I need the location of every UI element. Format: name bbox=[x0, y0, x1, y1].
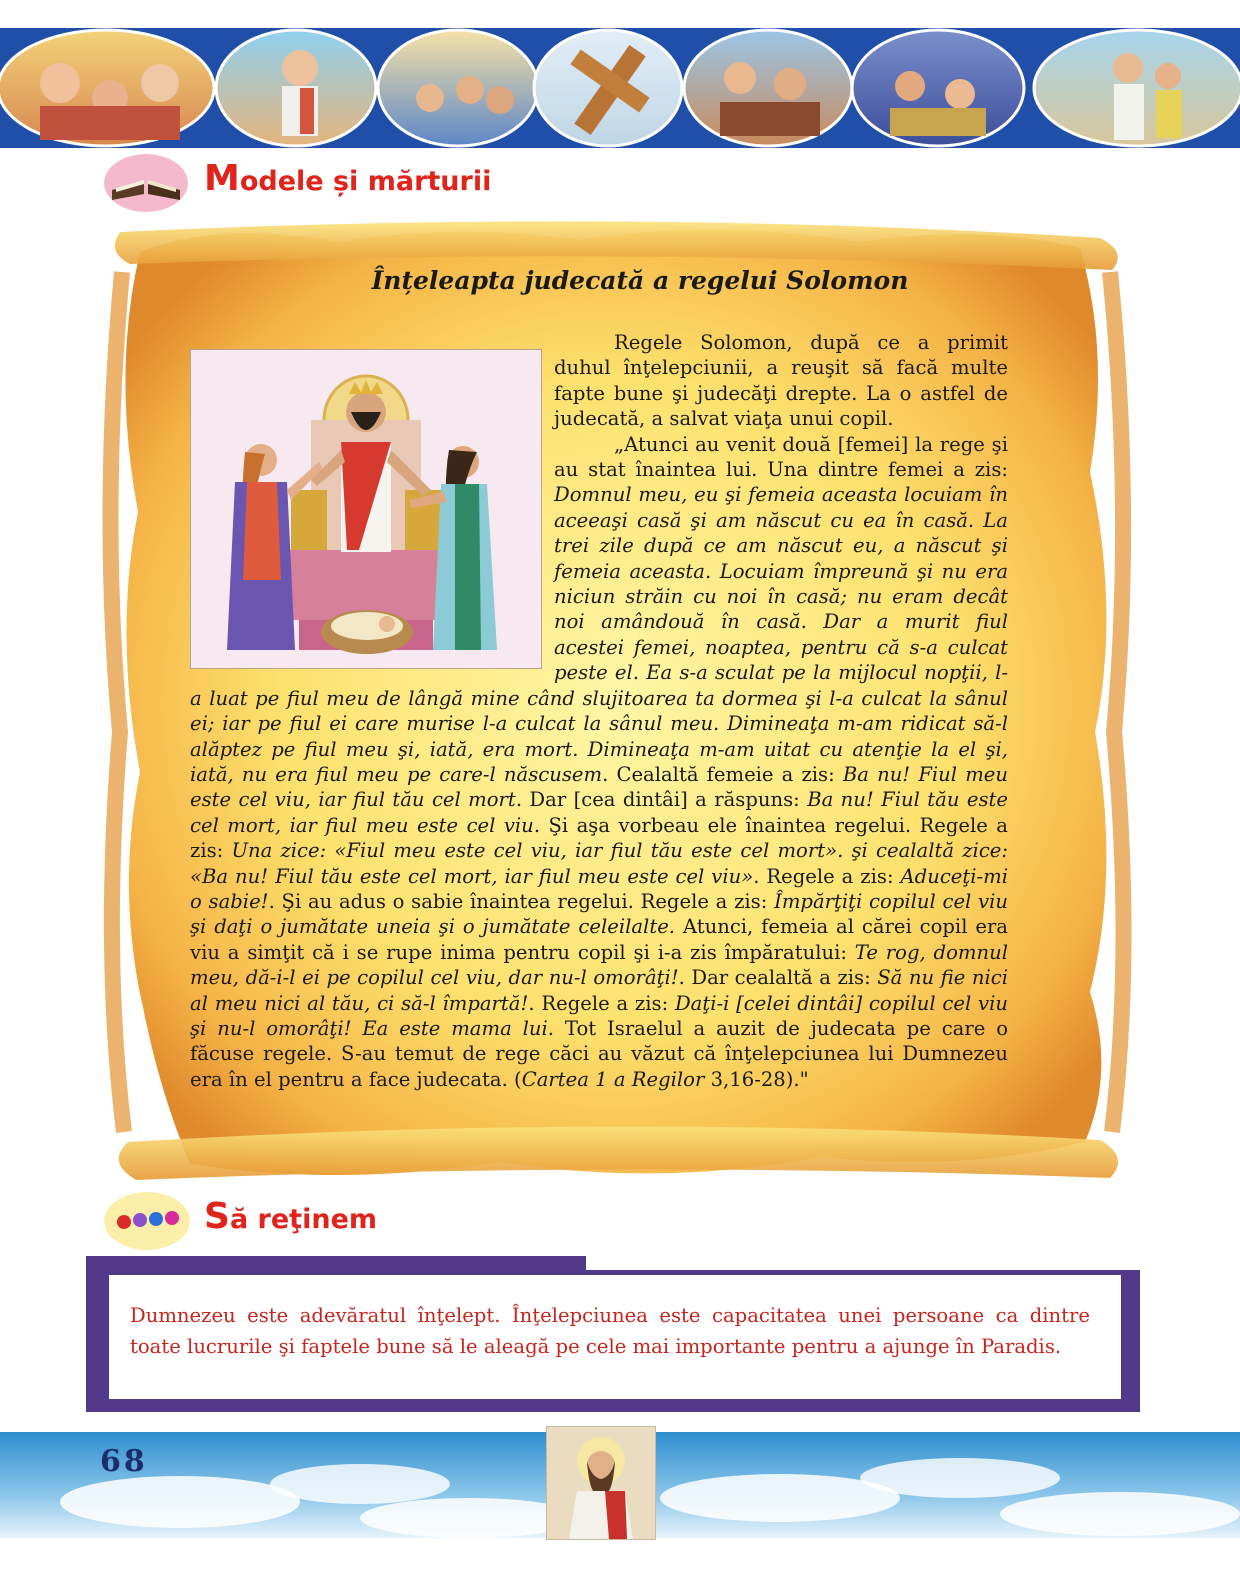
book-reference: Cartea 1 a Regilor bbox=[521, 1067, 705, 1091]
open-book-icon bbox=[104, 154, 188, 212]
quote: Domnul meu, eu şi femeia aceasta locuiam în aceeaşi casă şi am născut cu ea în casă. La trei zile după ce am născut eu, a născut şi femeia aceasta. Locuiam împreună şi nu era niciun străin cu noi în casă; nu eram decât noi amândouă în casă. Dar a murit fiul acestei femei, noaptea, pentru că s-a culcat peste el. Ea s-a sculat pe la mijlocul nopţii, l-a luat pe fiul meu de lângă mine când slujitoarea ta dormea şi l-a culcat la sânul ei; iar pe fiul ei care murise l-a culcat la sânul meu. Dimineaţa m-am ridicat să-l alăptez pe fiul meu şi, iată, era mort. Dimineaţa m-am uitat cu atenţie la el şi, iată, nu era fiul meu pe care-l născusem bbox=[190, 483, 1008, 786]
jesus-image bbox=[547, 1427, 655, 1539]
remember-frame-notch bbox=[586, 1256, 1140, 1270]
narration: „Atunci au venit două [femei] la rege şi au stat înaintea lui. Una dintre femei a zis: bbox=[554, 432, 1008, 482]
section-title-models bbox=[204, 158, 491, 199]
title-rest: ă reţinem bbox=[229, 1204, 378, 1235]
page-number: 68 bbox=[100, 1444, 148, 1479]
title-rest: odele și mărturii bbox=[239, 166, 492, 197]
quote: Aduceţi-mi o sabie! bbox=[190, 864, 1009, 913]
banner-illustrations bbox=[0, 28, 1240, 148]
section-title-remember bbox=[204, 1196, 377, 1237]
narration: . Şi au adus o sabie înaintea regelui. Regele a zis: bbox=[268, 889, 775, 913]
quote: Împărţiţi copilul cel viu şi daţi o jumătate uneia şi o jumătate celeilalte. bbox=[190, 889, 1008, 939]
title-capital: M bbox=[204, 158, 240, 199]
remember-text: Dumnezeu este adevăratul înţelept. Înţelepciunea este capacitatea unei persoane ca dintre toate lucrurile şi faptele bune să le aleagă pe cele mai importante pentru a ajunge în Paradis. bbox=[130, 1304, 1090, 1358]
narration: . Cealaltă femeie a zis: bbox=[602, 762, 843, 786]
image-float-spacer bbox=[190, 330, 554, 676]
quote: Daţi-i [celei dintâi] copilul cel viu şi nu-l omorâţi! Ea este mama lui. bbox=[190, 991, 1008, 1040]
narration: . Dar cealaltă a zis: bbox=[678, 966, 878, 990]
narration: Atunci, femeia al cărei copil era viu a simţit că i se rupe inima pentru copil şi i-a zis împăratului: bbox=[190, 915, 1008, 964]
jesus-footer-image bbox=[546, 1426, 656, 1540]
top-banner bbox=[0, 28, 1240, 148]
colored-beads-icon bbox=[104, 1192, 190, 1250]
narration: 3,16-28)." bbox=[704, 1067, 809, 1091]
narration: . Regele a zis: bbox=[753, 864, 901, 888]
quote: Una zice: «Fiul meu este cel viu, iar fiul tău este cel mort». şi cealaltă zice: «Ba nu! Fiul tău este cel mort, iar fiul meu este cel viu» bbox=[190, 839, 1008, 888]
narration: . Dar [cea dintâi] a răspuns: bbox=[515, 788, 808, 812]
narration: Tot Israelul a auzit de judecata pe care o făcuse regele. S-au temut de rege căci au văzut că înţelepciunea lui Dumnezeu era în el pentru a face judecata. ( bbox=[190, 1016, 1009, 1091]
quote: Ba nu! Fiul tău este cel mort, iar fiul meu este cel viu bbox=[190, 788, 1009, 837]
story-text bbox=[190, 330, 1008, 1092]
quote: Ba nu! Fiul meu este cel viu, iar fiul tău cel mort bbox=[190, 762, 1008, 812]
title-capital: S bbox=[204, 1196, 230, 1237]
quote: Să nu fie nici al meu nici al tău, ci să-l împartă! bbox=[190, 966, 1008, 1015]
narration: . Regele a zis: bbox=[528, 991, 675, 1015]
narration: . Şi aşa vorbeau ele înaintea regelui. Regele a zis: bbox=[190, 813, 1008, 863]
story-intro: Regele Solomon, după ce a primit duhul înţelepciunii, a reuşit să facă multe fapte bune şi judecăţi drepte. La o astfel de judecată, a salvat viaţa unui copil. bbox=[554, 331, 1008, 431]
story-title: Înțeleapta judecată a regelui Solomon bbox=[371, 266, 909, 295]
quote: Te rog, domnul meu, dă-i-l ei pe copilul cel viu, dar nu-l omorâţi! bbox=[190, 940, 1008, 990]
